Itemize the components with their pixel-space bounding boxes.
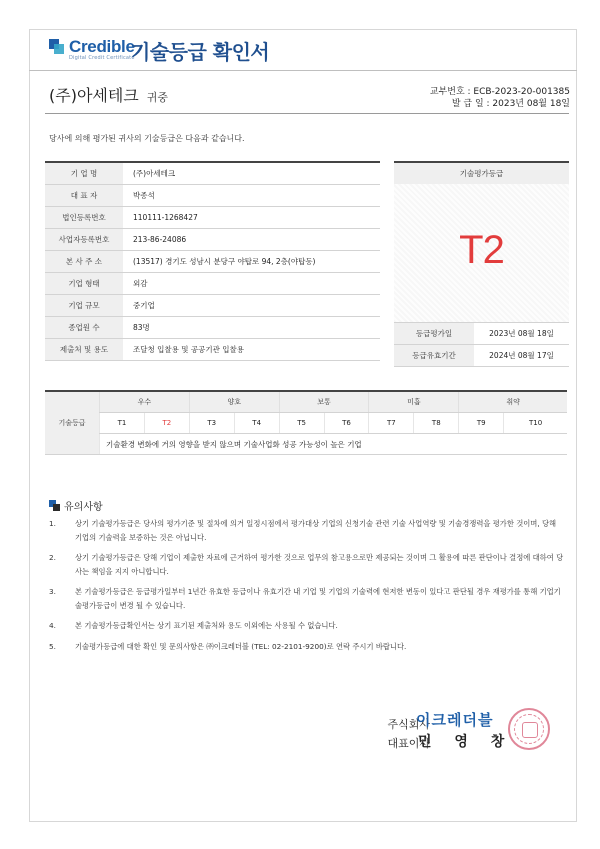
company-name: 이크레더블	[416, 711, 494, 729]
info-value: 조달청 입찰용 및 공공기관 입찰용	[123, 339, 380, 361]
issue-date: 발 급 일 : 2023년 08월 18일	[451, 99, 570, 109]
grade-description: 기술환경 변화에 거의 영향을 받지 않으며 기술사업화 성공 가능성이 높은 기업	[100, 434, 568, 455]
grade-band: 미흡	[369, 391, 459, 413]
ceo-label: 대표이사	[387, 737, 430, 750]
issue-info	[430, 86, 570, 110]
info-value: 외감	[123, 273, 380, 295]
company-info-row	[45, 229, 380, 251]
note-number: 5.	[49, 641, 56, 651]
notes-title-text: 유의사항	[64, 502, 103, 513]
grade-cell: T6	[324, 413, 369, 434]
grade-cell: T7	[369, 413, 414, 434]
info-label: 대 표 자	[45, 185, 123, 207]
grade-cell: T8	[414, 413, 459, 434]
note-text: 기술평가등급에 대한 확인 및 문의사항은 ㈜이크레더블 (TEL: 02-2101-9200)로 연락 주시기 바랍니다.	[75, 641, 407, 651]
company-info-row	[45, 295, 380, 317]
company-info-row	[45, 162, 380, 185]
grade-band: 양호	[189, 391, 279, 413]
note-number: 2.	[49, 553, 56, 562]
credible-logo	[49, 38, 135, 61]
note-item	[49, 619, 569, 633]
note-item	[49, 551, 569, 578]
info-value: (주)아세테크	[123, 162, 380, 185]
document-title: 기술등급 확인서	[131, 40, 270, 64]
intro-text: 당사에 의해 평가된 귀사의 기술등급은 다음과 같습니다.	[49, 134, 245, 143]
info-value: (13517) 경기도 성남시 분당구 야탑로 94, 2층(야탑동)	[123, 251, 380, 273]
note-item	[49, 585, 569, 612]
company-info-row	[45, 207, 380, 229]
recipient-honorific: 귀중	[146, 91, 169, 104]
scale-row-label: 기술등급	[45, 391, 100, 455]
grade-cell-selected: T2	[144, 413, 189, 434]
company-label: 주식회사	[387, 718, 430, 731]
valid-until-row	[394, 345, 569, 367]
eval-date-label: 등급평가일	[394, 323, 474, 345]
company-info-row	[45, 273, 380, 295]
credible-logo-icon	[49, 39, 65, 55]
recipient	[49, 83, 168, 106]
grade-cell: T1	[100, 413, 145, 434]
grade-cell: T10	[504, 413, 567, 434]
notes-list	[49, 517, 569, 660]
note-text: 본 기술평가등급은 등급평가일부터 1년간 유효한 등급이나 유효기간 내 기업 및 기업의 기술력에 현저한 변동이 있다고 판단될 경우 재평가를 통해 기업기술평가등급이 변경 될 수 있습니다.	[75, 587, 561, 610]
eval-date-value: 2023년 08월 18일	[474, 323, 569, 345]
logo-subtitle: Digital Credit Certificate	[69, 55, 135, 61]
company-info-row	[45, 185, 380, 207]
note-number: 1.	[49, 519, 56, 528]
title-divider	[29, 70, 577, 71]
company-info-row	[45, 339, 380, 361]
note-text: 상기 기술평가등급은 당해 기업이 제출한 자료에 근거하여 평가한 것으로 업무의 참고용으로만 제공되는 것이며 그 활용에 따른 판단이나 결정에 대하여 당사는 책임을 지지 아니합니다.	[75, 553, 564, 576]
info-value: 중기업	[123, 295, 380, 317]
grade-scale-table	[45, 390, 567, 455]
info-label: 기 업 명	[45, 162, 123, 185]
info-label: 기업 규모	[45, 295, 123, 317]
note-text: 본 기술평가등급확인서는 상기 표기된 제출처와 용도 이외에는 사용될 수 없습니다.	[75, 621, 338, 630]
info-value: 83명	[123, 317, 380, 339]
grade-box	[394, 184, 569, 322]
grade-dates-table	[394, 322, 569, 367]
valid-until-label: 등급유효기간	[394, 345, 474, 367]
info-label: 기업 형태	[45, 273, 123, 295]
company-info-table	[45, 161, 380, 361]
company-info-row	[45, 251, 380, 273]
info-label: 제출처 및 용도	[45, 339, 123, 361]
logo-wordmark: Credible	[69, 37, 135, 56]
issue-number: 교부번호 : ECB-2023-20-001385	[429, 87, 570, 97]
notes-title	[49, 498, 103, 513]
grade-cell: T4	[234, 413, 279, 434]
recipient-name: (주)아세테크	[49, 86, 139, 105]
note-text: 상기 기술평가등급은 당사의 평가기준 및 절차에 의거 일정시점에서 평가대상 기업의 신청기술 관련 기술 사업역량 및 기술경쟁력을 평가한 것이며, 당해 기업의 기술력을 보증하는 것은 아닙니다.	[75, 519, 557, 542]
grade-band: 우수	[100, 391, 190, 413]
eval-date-row	[394, 323, 569, 345]
company-seal	[508, 708, 550, 750]
grade-header: 기술평가등급	[394, 161, 569, 184]
info-label: 종업원 수	[45, 317, 123, 339]
scale-description-row	[45, 434, 567, 455]
scale-band-row	[45, 391, 567, 413]
grade-band: 보통	[279, 391, 369, 413]
company-info-row	[45, 317, 380, 339]
info-label: 사업자등록번호	[45, 229, 123, 251]
issue-divider	[45, 113, 569, 114]
note-number: 4.	[49, 621, 56, 630]
valid-until-value: 2024년 08월 17일	[474, 345, 569, 367]
ceo-name: 민 영 창	[418, 734, 514, 750]
note-number: 3.	[49, 587, 56, 596]
info-value: 110111-1268427	[123, 207, 380, 229]
info-value: 박종석	[123, 185, 380, 207]
info-value: 213-86-24086	[123, 229, 380, 251]
note-item	[49, 640, 569, 654]
grade-panel	[394, 161, 569, 368]
grade-band: 취약	[459, 391, 567, 413]
scale-grade-row	[45, 413, 567, 434]
grade-cell: T3	[189, 413, 234, 434]
grade-value: T2	[459, 228, 504, 272]
grade-cell: T5	[279, 413, 324, 434]
signature-names	[416, 709, 513, 753]
grade-cell: T9	[459, 413, 504, 434]
info-label: 본 사 주 소	[45, 251, 123, 273]
note-item	[49, 517, 569, 544]
notes-bullet-icon	[49, 500, 60, 511]
info-label: 법인등록번호	[45, 207, 123, 229]
